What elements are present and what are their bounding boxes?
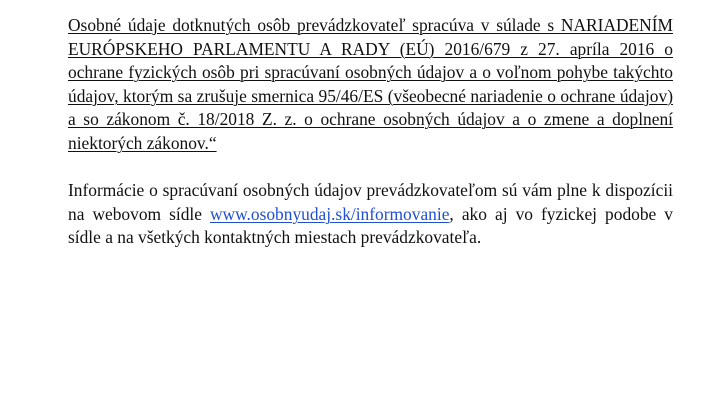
- information-text-before-link: Informácie o spracúvaní osobných údajov prevádzkovateľom sú vám plne k dispozícii na webovom sídle: [68, 180, 673, 224]
- gdpr-legal-paragraph: Osobné údaje dotknutých osôb prevádzkovateľ spracúva v súlade s NARIADENÍM EURÓPSKEHO PARLAMENTU A RADY (EÚ) 2016/679 z 27. apríla 2016 o ochrane fyzických osôb pri spracúvaní osobných údajov a o voľnom pohybe takýchto údajov, ktorým sa zrušuje smernica 95/46/ES (všeobecné nariadenie o ochrane údajov) a so zákonom č. 18/2018 Z. z. o ochrane osobných údajov a o zmene a doplnení niektorých zákonov.“: [68, 15, 673, 153]
- document-page: [68, 14, 673, 250]
- informovanie-link[interactable]: www.osobnyudaj.sk/informovanie: [210, 203, 450, 224]
- information-text-after-link: , ako aj vo fyzickej podobe v sídle a na všetkých kontaktných miestach prevádzkovateľa.: [68, 203, 673, 248]
- information-paragraph: [68, 179, 673, 250]
